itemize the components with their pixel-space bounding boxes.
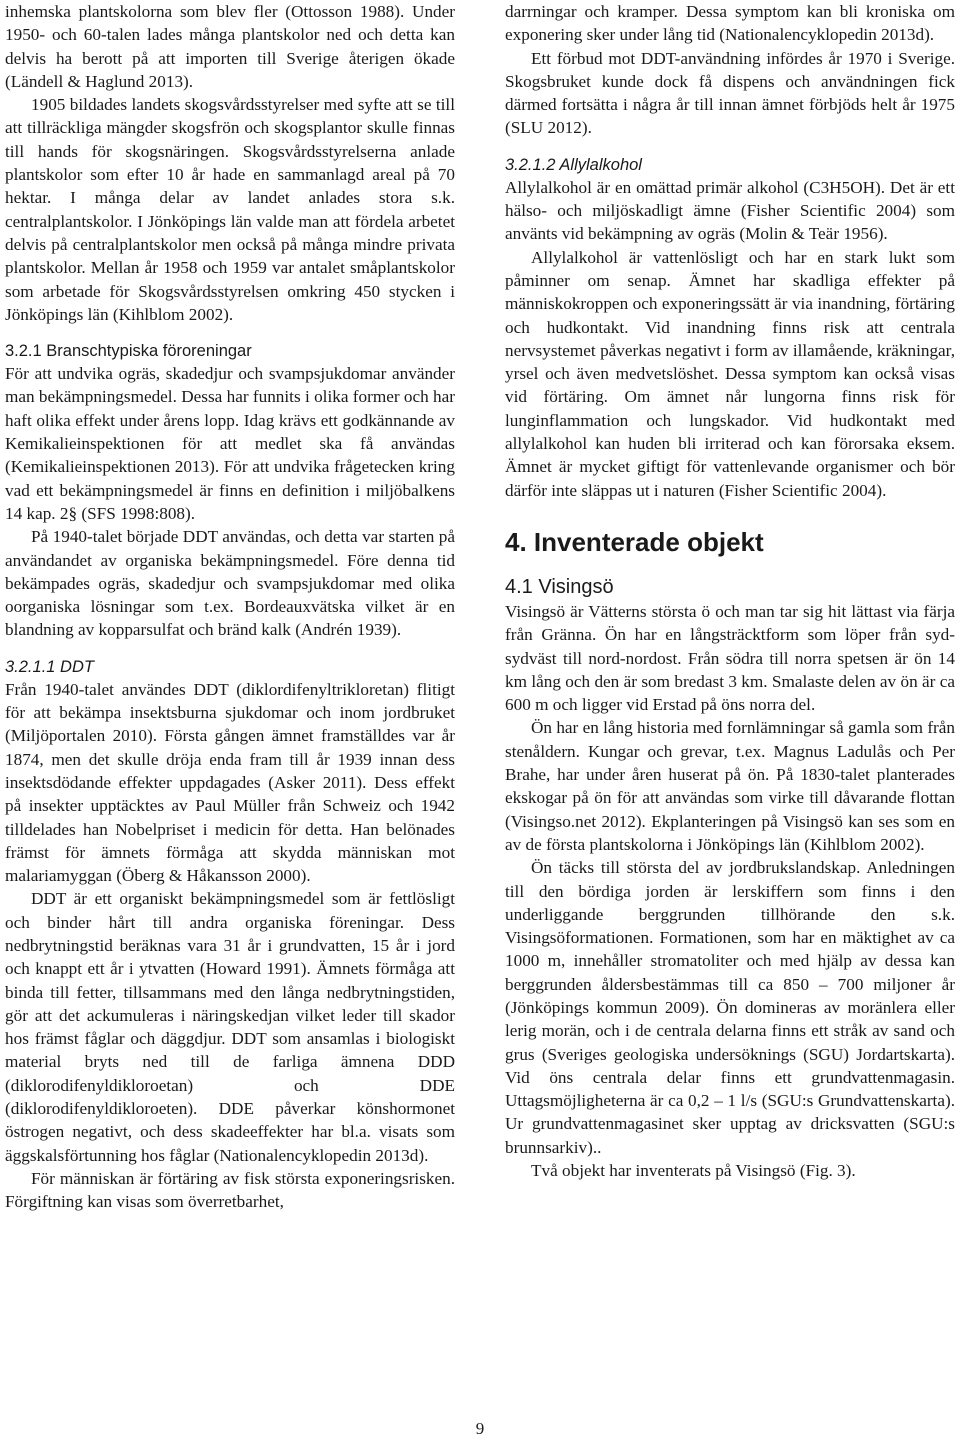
- page-number: 9: [475, 1419, 485, 1438]
- left-column: [5, 0, 455, 1214]
- paragraph: DDT är ett organiskt bekämpningsmedel som är fettlösligt och binder hårt till andra organiska föreningar. Dess nedbrytningstid beräknas vara 31 år i grundvatten, 15 år i jord och knappt ett år i ytvatten (Howard 1991). Ämnets förmåga att binda till fetter, tillsammans med den långa nedbrytningstiden, gör att det ackumuleras i näringskedjan vilket leder till skador hos främst fåglar och däggdjur. DDT som ansamlas i biologiskt material bryts ned till de farliga ämnena DDD (diklorodifenyldikloroetan) och DDE (diklorodifenyldikloroeten). DDE påverkar könshormonet östrogen negativt, och dess skadeeffekter har bl.a. visats som äggskalsförtunning hos fåglar (Nationalencyklopedin 2013d).: [5, 889, 455, 1165]
- section-heading-3-2-1-2: 3.2.1.2 Allylalkohol: [505, 155, 642, 174]
- chapter-heading-4: 4. Inventerade objekt: [505, 526, 764, 557]
- paragraph: För människan är förtäring av fisk största exponeringsrisken. Förgiftning kan visas som överretbarhet,: [5, 1168, 455, 1212]
- paragraph: Ett förbud mot DDT-användning infördes år 1970 i Sverige. Skogsbruket kunde dock få dispens och användningen fick därmed fortsätta i några år till innan ämnet förbjöds helt år 1975 (SLU 2012).: [505, 48, 955, 138]
- paragraph: Ön täcks till största del av jordbrukslandskap. Anledningen till den bördiga jorden är lerskiffern som finns i den underliggande berggrunden tillhörande den s.k. Visingsöformationen. Formationen, som har en mäktighet av ca 1000 m, innehåller stromatoliter och med hjälp av dessa kan berggrunden åldersbestämmas till ca 850 – 700 miljoner år (Jönköpings kommun 2009). Ön domineras av moränlera eller lerig morän, och i de centrala delarna finns ett stråk av sand och grus (Sveriges geologiska undersöknings (SGU) Jordartskarta). Vid öns centrala delar finns ett grundvattenmagasin. Uttagsmöjligheterna är ca 0,2 – 1 l/s (SGU:s Grundvattenskarta). Ur grundvattenmagasinet sker upptag av dricksvatten (SGU:s brunnsarkiv)..: [505, 858, 955, 1157]
- paragraph: Från 1940-talet användes DDT (diklordifenyltrikloretan) flitigt för att bekämpa insektsburna sjukdomar och inom jordbruket (Miljöportalen 2010). Första gången ämnet framställdes var år 1874, men det skulle dröja enda fram till år 1939 innan dess insektsdödande effekter uppdagades (Asker 2011). Dess effekt på insekter upptäcktes av Paul Müller från Schweiz och 1942 tilldelades han Nobelpriset i medicin för detta. Han belönades främst för ämnets förmåga att skydda människan mot malariamyggan (Öberg & Håkansson 2000).: [5, 679, 455, 886]
- paragraph: På 1940-talet började DDT användas, och detta var starten på användandet av organiska bekämpningsmedel. Före denna tid bekämpades ogräs, skadedjur och svampsjukdomar med olika oorganiska lösningar som t.ex. Bordeauxvätska vilket är en blandning av kopparsulfat och bränd kalk (Andrén 1939).: [5, 527, 455, 640]
- section-heading-3-2-1-1: 3.2.1.1 DDT: [5, 657, 94, 676]
- paragraph: Allylalkohol är vattenlösligt och har en stark lukt som påminner om senap. Ämnet har skadliga effekter på människokroppen och exponeringssätt är via inandning, förtäring och hudkontakt. Vid inandning finns risk att centrala nervsystemet påverkas negativt i form av illamående, kräkningar, yrsel och även medvetslöshet. Dessa symptom kan också visas vid förtäring. Om ämnet når lungorna finns risk för lunginflammation och lungskador. Vid hudkontakt med allylalkohol kan huden bli irriterad och kan förorsaka eksem. Ämnet är mycket giftigt för vattenlevande organismer och bör därför inte släppas ut i naturen (Fisher Scientific 2004).: [505, 247, 955, 500]
- paragraph: Ön har en lång historia med fornlämningar så gamla som från stenåldern. Kungar och grevar, t.ex. Magnus Ladulås och Per Brahe, har under åren huserat på ön. På 1830-talet planterades ekskogar på ön för att användas som virke till dåvarande flottan (Visingso.net 2012). Ekplanteringen på Visingsö kan ses som en av de första plantskolorna i Jönköpings län (Kihlblom 2002).: [505, 718, 955, 854]
- paragraph: Två objekt har inventerats på Visingsö (Fig. 3).: [531, 1161, 856, 1181]
- section-heading-3-2-1: 3.2.1 Branschtypiska föroreningar: [5, 342, 252, 361]
- section-heading-4-1: 4.1 Visingsö: [505, 575, 614, 598]
- paragraph: inhemska plantskolorna som blev fler (Ottosson 1988). Under 1950- och 60-talen lades många plantskolor ned och detta kan delvis ha berott på att importen till Sverige återigen ökade (Ländell & Haglund 2013).: [5, 2, 455, 91]
- paragraph: För att undvika ogräs, skadedjur och svampsjukdomar använder man bekämpningsmedel. Dessa har funnits i olika former och har haft olika effekt under årens lopp. Idag krävs ett godkännande av Kemikalieinspektionen för att medlet ska få användas (Kemikalieinspektionen 2013). För att undvika frågetecken kring vad ett bekämpningsmedel är finns en definition i miljöbalkens 14 kap. 2§ (SFS 1998:808).: [5, 364, 455, 523]
- paragraph: 1905 bildades landets skogsvårdsstyrelser med syfte att se till att tillräckliga mängder skogsfrön och skogsplantor skulle finnas till hands för skogsnäringen. Skogsvårdsstyrelserna anlade plantskolor som efter 10 år hade en sammanlagd areal på 70 hektar. I många delar av landet anlades stora s.k. centralplantskolor. I Jönköpings län valde man att fördela arbetet delvis på centralplantskolor men också på många mindre privata plantskolor. Mellan år 1958 och 1959 var antalet småplantskolor som arbetade för Skogsvårdsstyrelsen omkring 450 stycken i Jönköpings län (Kihlblom 2002).: [5, 95, 455, 324]
- paragraph: darrningar och kramper. Dessa symptom kan bli kroniska om exponering sker under lång tid (Nationalencyklopedin 2013d).: [505, 2, 955, 45]
- right-column: [505, 0, 955, 1182]
- paragraph: Allylalkohol är en omättad primär alkohol (C3H5OH). Det är ett hälso- och miljöskadligt ämne (Fisher Scientific 2004) som använts vid bekämpning av ogräs (Molin & Teär 1956).: [505, 177, 955, 244]
- paragraph: Visingsö är Vätterns största ö och man tar sig hit lättast via färja från Gränna. Ön har en långsträcktform som löper från syd-sydväst till nord-nordost. Från södra till norra spetsen är ön 14 km lång och den är som bredast 3 km. Smalaste delen av ön är ca 600 m och ligger vid Erstad på öns norra del.: [505, 601, 955, 715]
